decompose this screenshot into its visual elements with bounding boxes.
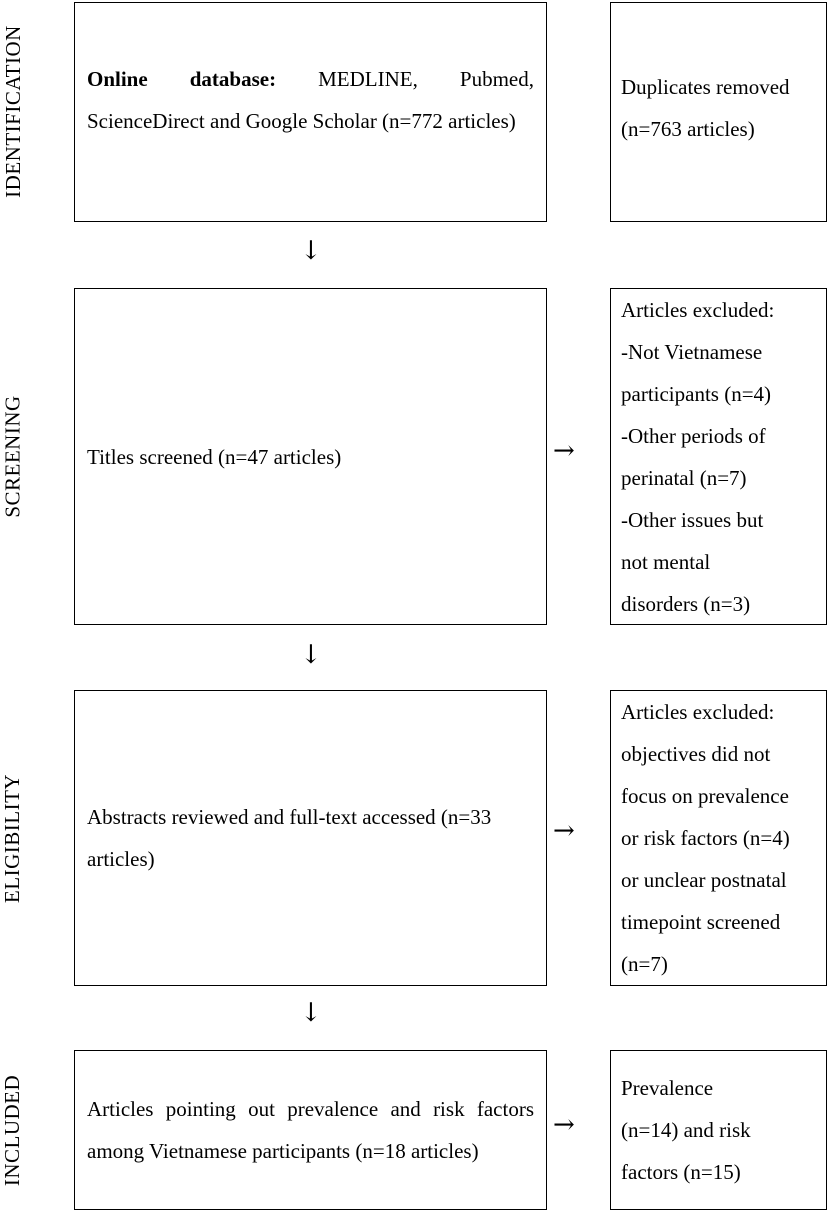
duplicates-line: Duplicates removed (621, 75, 790, 99)
screening-excluded-text (621, 289, 816, 625)
eligibility-box (74, 690, 547, 986)
excluded-line: Articles excluded: (621, 700, 775, 724)
identification-text (87, 58, 534, 142)
excluded-line: or risk factors (n=4) (621, 826, 790, 850)
stage-label-included (0, 1050, 26, 1210)
excluded-line: not mental (621, 549, 711, 574)
eligibility-excluded-text (621, 691, 816, 985)
stage-label-screening (0, 288, 26, 625)
excluded-line: objectives did not (621, 742, 771, 766)
excluded-line: -Other issues but (621, 507, 764, 532)
stage-label-eligibility (0, 690, 26, 986)
eligibility-excluded-box (610, 690, 827, 986)
screening-excluded-box (610, 288, 827, 625)
stage-label-eligibility-text: ELIGIBILITY (0, 773, 25, 903)
right-arrow-screening: → (553, 436, 575, 466)
stage-label-identification (0, 0, 26, 222)
result-line: Prevalence (621, 1076, 714, 1100)
eligibility-text: Abstracts reviewed and full-text accessed (n=33 articles) (87, 805, 492, 871)
excluded-line: participants (n=4) (621, 381, 772, 406)
result-line: (n=14) and risk (621, 1118, 751, 1142)
down-arrow-2: ↓ (300, 640, 322, 670)
excluded-line: perinatal (n=7) (621, 465, 747, 490)
duplicates-line: (n=763 articles) (621, 117, 755, 141)
stage-label-included-text: INCLUDED (0, 1074, 25, 1186)
included-text: Articles pointing out prevalence and risk factors among Vietnamese participants (n=18 articles) (87, 1097, 534, 1163)
excluded-line: timepoint screened (621, 910, 781, 934)
included-result-text (621, 1067, 816, 1193)
excluded-line: or unclear postnatal (621, 868, 787, 892)
identification-body: MEDLINE, Pubmed, ScienceDirect and Google Scholar (n=772 articles) (87, 67, 534, 133)
excluded-line: -Other periods of (621, 423, 766, 448)
identification-box (74, 2, 547, 222)
down-arrow-1: ↓ (300, 236, 322, 266)
stage-label-screening-text: SCREENING (0, 395, 25, 518)
down-arrow-3: ↓ (300, 998, 322, 1028)
excluded-line: -Not Vietnamese (621, 339, 763, 364)
included-result-box (610, 1050, 827, 1210)
excluded-line: focus on prevalence (621, 784, 789, 808)
excluded-line: Articles excluded: (621, 297, 775, 322)
right-arrow-included: → (553, 1110, 575, 1140)
duplicates-text (621, 66, 816, 150)
screening-box (74, 288, 547, 625)
included-box (74, 1050, 547, 1210)
excluded-line: disorders (n=3) (621, 591, 751, 616)
duplicates-box (610, 2, 827, 222)
right-arrow-eligibility: → (553, 816, 575, 846)
identification-bold-label: Online database: (87, 67, 277, 91)
result-line: factors (n=15) (621, 1160, 741, 1184)
stage-label-identification-text: IDENTIFICATION (0, 24, 25, 198)
screening-text: Titles screened (n=47 articles) (87, 444, 342, 469)
excluded-line: (n=7) (621, 952, 668, 976)
